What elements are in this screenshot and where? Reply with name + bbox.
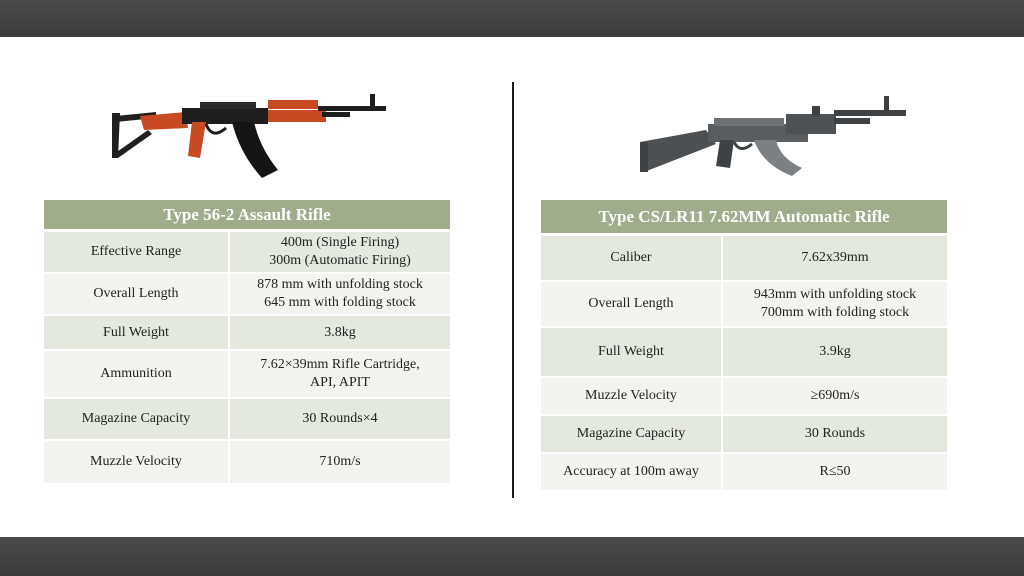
table-row xyxy=(44,399,450,441)
table-title: Type 56-2 Assault Rifle xyxy=(44,200,450,232)
row-label: Accuracy at 100m away xyxy=(541,454,723,492)
assault-rifle-red-icon xyxy=(108,88,388,182)
row-value: 400m (Single Firing) 300m (Automatic Firing) xyxy=(230,232,450,274)
row-label: Full Weight xyxy=(541,328,723,378)
row-value: 7.62x39mm xyxy=(723,236,947,282)
row-value: 30 Rounds×4 xyxy=(230,399,450,441)
top-bar xyxy=(0,0,1024,37)
row-label: Magazine Capacity xyxy=(541,416,723,454)
row-value: 710m/s xyxy=(230,441,450,485)
table-row xyxy=(541,236,947,282)
automatic-rifle-grey-icon xyxy=(636,92,908,176)
row-label: Muzzle Velocity xyxy=(541,378,723,416)
row-label: Full Weight xyxy=(44,316,230,351)
table-row xyxy=(541,454,947,492)
row-value: 7.62×39mm Rifle Cartridge, API, APIT xyxy=(230,351,450,399)
table-title: Type CS/LR11 7.62MM Automatic Rifle xyxy=(541,200,947,236)
type-cs-lr11-spec-table xyxy=(541,200,947,492)
row-value: ≥690m/s xyxy=(723,378,947,416)
row-label: Caliber xyxy=(541,236,723,282)
table-row xyxy=(541,328,947,378)
table-row xyxy=(44,441,450,485)
row-label: Ammunition xyxy=(44,351,230,399)
row-value: R≤50 xyxy=(723,454,947,492)
table-row xyxy=(44,351,450,399)
type-56-2-spec-table xyxy=(44,200,450,485)
row-value: 3.8kg xyxy=(230,316,450,351)
row-label: Magazine Capacity xyxy=(44,399,230,441)
row-value: 878 mm with unfolding stock 645 mm with folding stock xyxy=(230,274,450,316)
table-row xyxy=(44,274,450,316)
bottom-bar xyxy=(0,537,1024,576)
table-row xyxy=(541,282,947,328)
row-value: 30 Rounds xyxy=(723,416,947,454)
table-row xyxy=(44,316,450,351)
row-label: Muzzle Velocity xyxy=(44,441,230,485)
center-divider xyxy=(512,82,514,498)
row-value: 3.9kg xyxy=(723,328,947,378)
row-label: Effective Range xyxy=(44,232,230,274)
row-label: Overall Length xyxy=(541,282,723,328)
row-label: Overall Length xyxy=(44,274,230,316)
table-row xyxy=(541,378,947,416)
table-row xyxy=(541,416,947,454)
table-row xyxy=(44,232,450,274)
row-value: 943mm with unfolding stock 700mm with folding stock xyxy=(723,282,947,328)
